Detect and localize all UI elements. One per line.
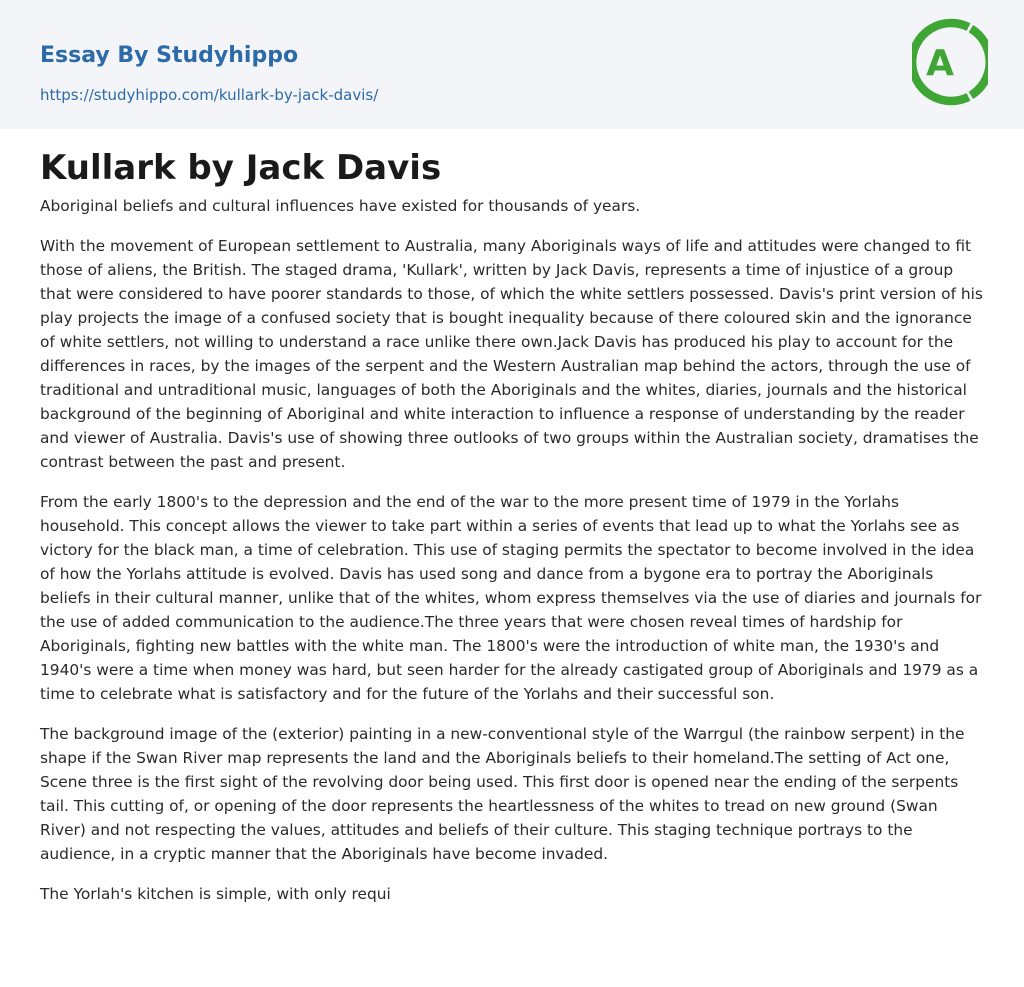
source-url-link[interactable]: https://studyhippo.com/kullark-by-jack-davis/ bbox=[40, 86, 379, 104]
article-paragraph-5: The Yorlah's kitchen is simple, with only requi bbox=[40, 885, 391, 903]
brand-title[interactable]: Essay By Studyhippo bbox=[40, 43, 299, 68]
studyhippo-logo-icon[interactable] bbox=[912, 18, 988, 106]
page-title: Kullark by Jack Davis bbox=[40, 148, 442, 188]
article-paragraph-2: With the movement of European settlement to Australia, many Aboriginals ways of life and attitudes were changed to fit those of aliens, the British. The staged drama, 'Kullark', written by Jack Davis, represents a time of injustice of a group that were considered to have poorer standards to those, of which the white settlers possessed. Davis's print version of his play projects the image of a confused society that is bought inequality because of there coloured skin and the ignorance of white settlers, not willing to understand a race unlike there own.Jack Davis has produced his play to account for the differences in races, by the images of the serpent and the Western Australian map behind the actors, through the use of traditional and untraditional music, languages of both the Aboriginals and the whites, diaries, journals and the historical background of the beginning of Aboriginal and white interaction to influence a response of understanding by the reader and viewer of Australia. Davis's use of showing three outlooks of two groups within the Australian society, dramatises the contrast between the past and present. bbox=[40, 237, 983, 471]
article-paragraph-1: Aboriginal beliefs and cultural influences have existed for thousands of years. bbox=[40, 197, 641, 215]
article-paragraph-4: The background image of the (exterior) painting in a new-conventional style of the Warrgul (the rainbow serpent) in the shape if the Swan River map represents the land and the Aboriginals beliefs to their homeland.The setting of Act one, Scene three is the first sight of the revolving door being used. This first door is opened near the ending of the serpents tail. This cutting of, or opening of the door represents the heartlessness of the whites to tread on new ground (Swan River) and not respecting the values, attitudes and beliefs of their culture. This staging technique portrays to the audience, in a cryptic manner that the Aboriginals have become invaded. bbox=[40, 725, 965, 863]
article bbox=[40, 146, 985, 922]
site-header bbox=[0, 0, 1024, 129]
logo-letter: A bbox=[926, 43, 954, 84]
article-paragraph-3: From the early 1800's to the depression and the end of the war to the more present time of 1979 in the Yorlahs household. This concept allows the viewer to take part within a series of events that lead up to what the Yorlahs see as victory for the black man, a time of celebration. This use of staging permits the spectator to become involved in the idea of how the Yorlahs attitude is evolved. Davis has used song and dance from a bygone era to portray the Aboriginals beliefs in their cultural manner, unlike that of the whites, whom express themselves via the use of diaries and journals for the use of added communication to the audience.The three years that were chosen reveal times of hardship for Aboriginals, fighting new battles with the white man. The 1800's were the introduction of white man, the 1930's and 1940's were a time when money was hard, but seen harder for the already castigated group of Aboriginals and 1979 as a time to celebrate what is satisfactory and for the future of the Yorlahs and their successful son. bbox=[40, 493, 982, 703]
